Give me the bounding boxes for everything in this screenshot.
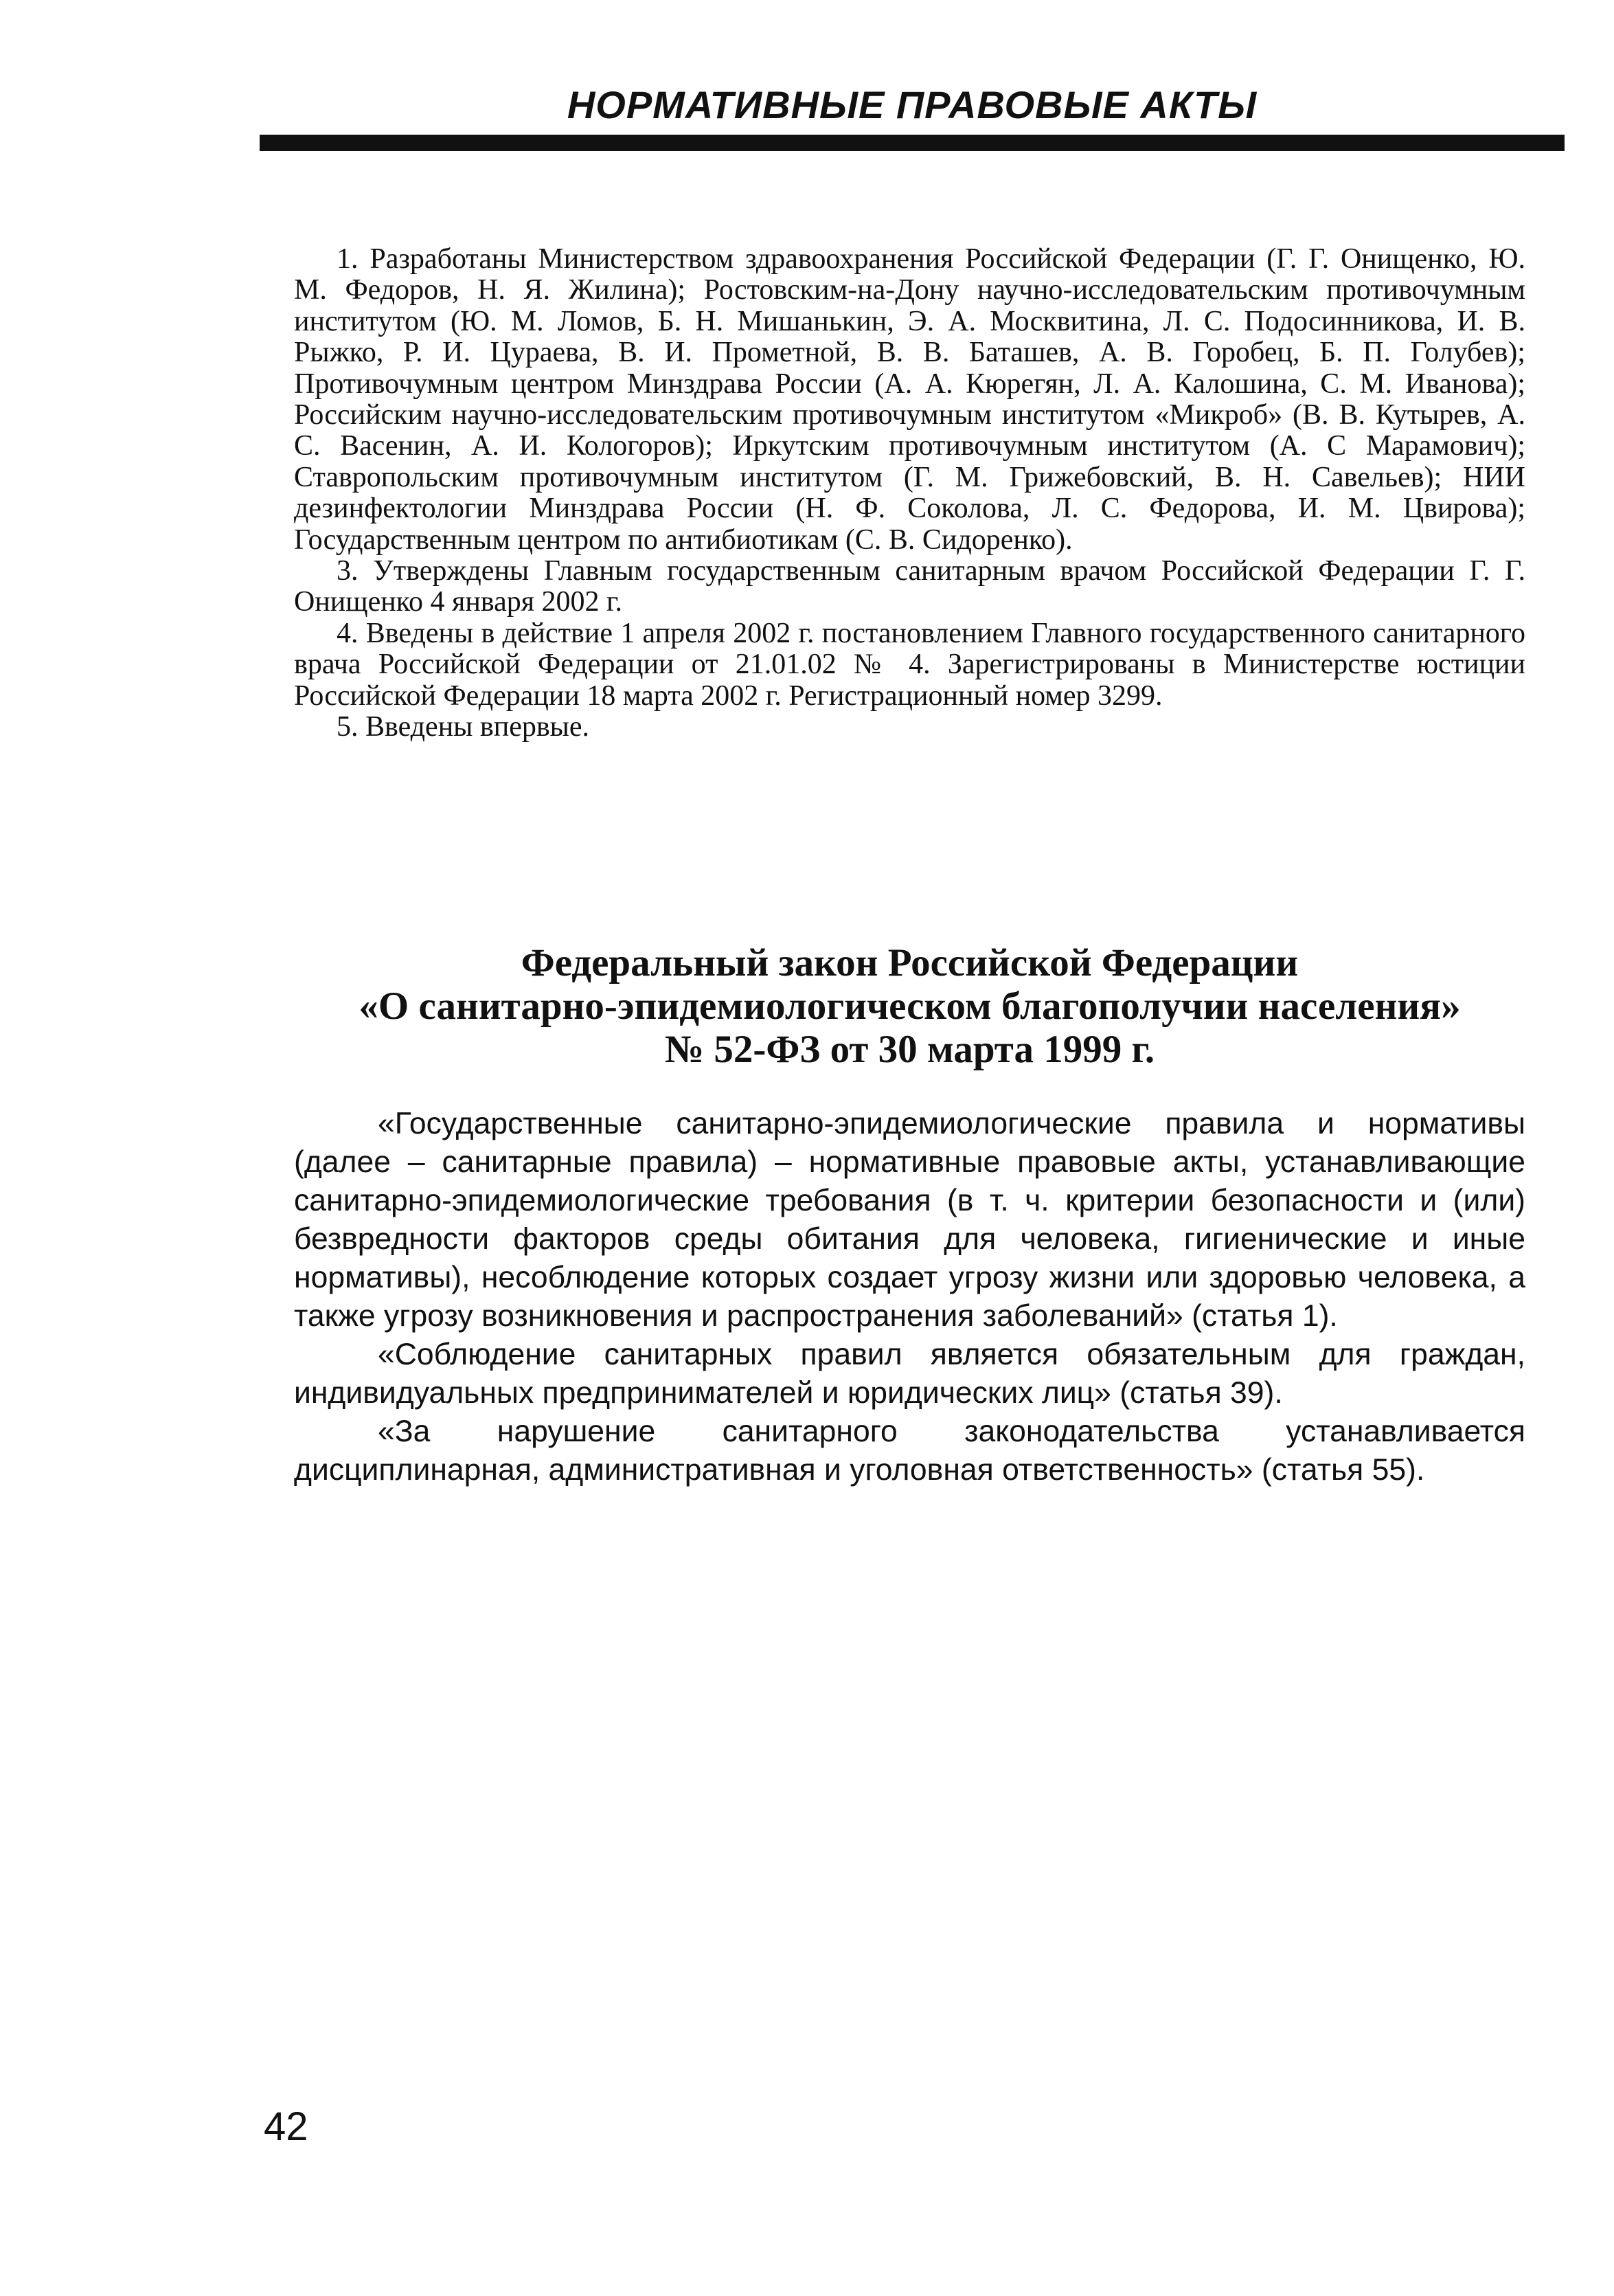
law-quotes bbox=[294, 1105, 1525, 1489]
note-approval: 3. Утверждены Главным государственным санитарным врачом Российской Федерации Г. Г. Онищенко 4 января 2002 г. bbox=[294, 555, 1525, 618]
note-developers: 1. Разработаны Министерством здравоохранения Российской Федерации (Г. Г. Онищенко, Ю. М. Федоров, Н. Я. Жилина); Ростовским-на-Дону научно-исследовательским противочумным институтом (Ю. М. Ломов, Б. Н. Мишанькин, Э. А. Москвитина, Л. С. Подосинникова, И. В. Рыжко, Р. И. Цураева, В. И. Прометной, В. В. Баташев, А. В. Горобец, Б. П. Голубев); Противочумным центром Минздрава России (А. А. Кюрегян, Л. А. Калошина, С. М. Иванова); Российским научно-исследовательским противочумным институтом «Микроб» (В. В. Кутырев, А. С. Васенин, А. И. Кологоров); Иркутским противочумным институтом (А. С Марамович); Ставропольским противочумным институтом (Г. М. Грижебовский, В. Н. Савельев); НИИ дезинфектологии Минздрава России (Н. Ф. Соколова, Л. С. Федорова, И. М. Цвирова); Государственным центром по антибиотикам (С. В. Сидоренко). bbox=[294, 243, 1525, 556]
quote-article-55: «За нарушение санитарного законодательства устанавливается дисциплинарная, административная и уголовная ответственность» (статья 55). bbox=[294, 1415, 1525, 1487]
page-number: 42 bbox=[264, 2104, 308, 2149]
note-effective-date: 4. Введены в действие 1 апреля 2002 г. постановлением Главного государственного санитарного врача Российской Федерации от 21.01.02 № 4. Зарегистрированы в Министерстве юстиции Российской Федерации 18 марта 2002 г. Регистрационный номер 3299. bbox=[294, 617, 1525, 712]
law-title bbox=[294, 941, 1525, 1071]
law-title-line-3: № 52-ФЗ от 30 марта 1999 г. bbox=[664, 1028, 1155, 1071]
law-title-line-2: «О санитарно-эпидемиологическом благополучии населения» bbox=[359, 984, 1461, 1028]
running-header-title: НОРМАТИВНЫЕ ПРАВОВЫЕ АКТЫ bbox=[567, 83, 1258, 126]
quote-article-39: «Соблюдение санитарных правил является обязательным для граждан, индивидуальных предпринимателей и юридических лиц» (статья 39). bbox=[294, 1338, 1525, 1410]
law-title-line-1: Федеральный закон Российской Федерации bbox=[521, 941, 1299, 984]
header-rule bbox=[260, 135, 1565, 151]
quote-article-1: «Государственные санитарно-эпидемиологические правила и нормативы (далее – санитарные правила) – нормативные правовые акты, устанавливающие санитарно-эпидемиологические требования (в т. ч. критерии безопасности и (или) безвредности факторов среды обитания для человека, гигиенические и иные нормативы), несоблюдение которых создает угрозу жизни или здоровью человека, а также угрозу возникновения и распространения заболеваний» (статья 1). bbox=[294, 1107, 1525, 1333]
document-notes bbox=[294, 244, 1525, 743]
note-first-edition: 5. Введены впервые. bbox=[337, 711, 590, 743]
